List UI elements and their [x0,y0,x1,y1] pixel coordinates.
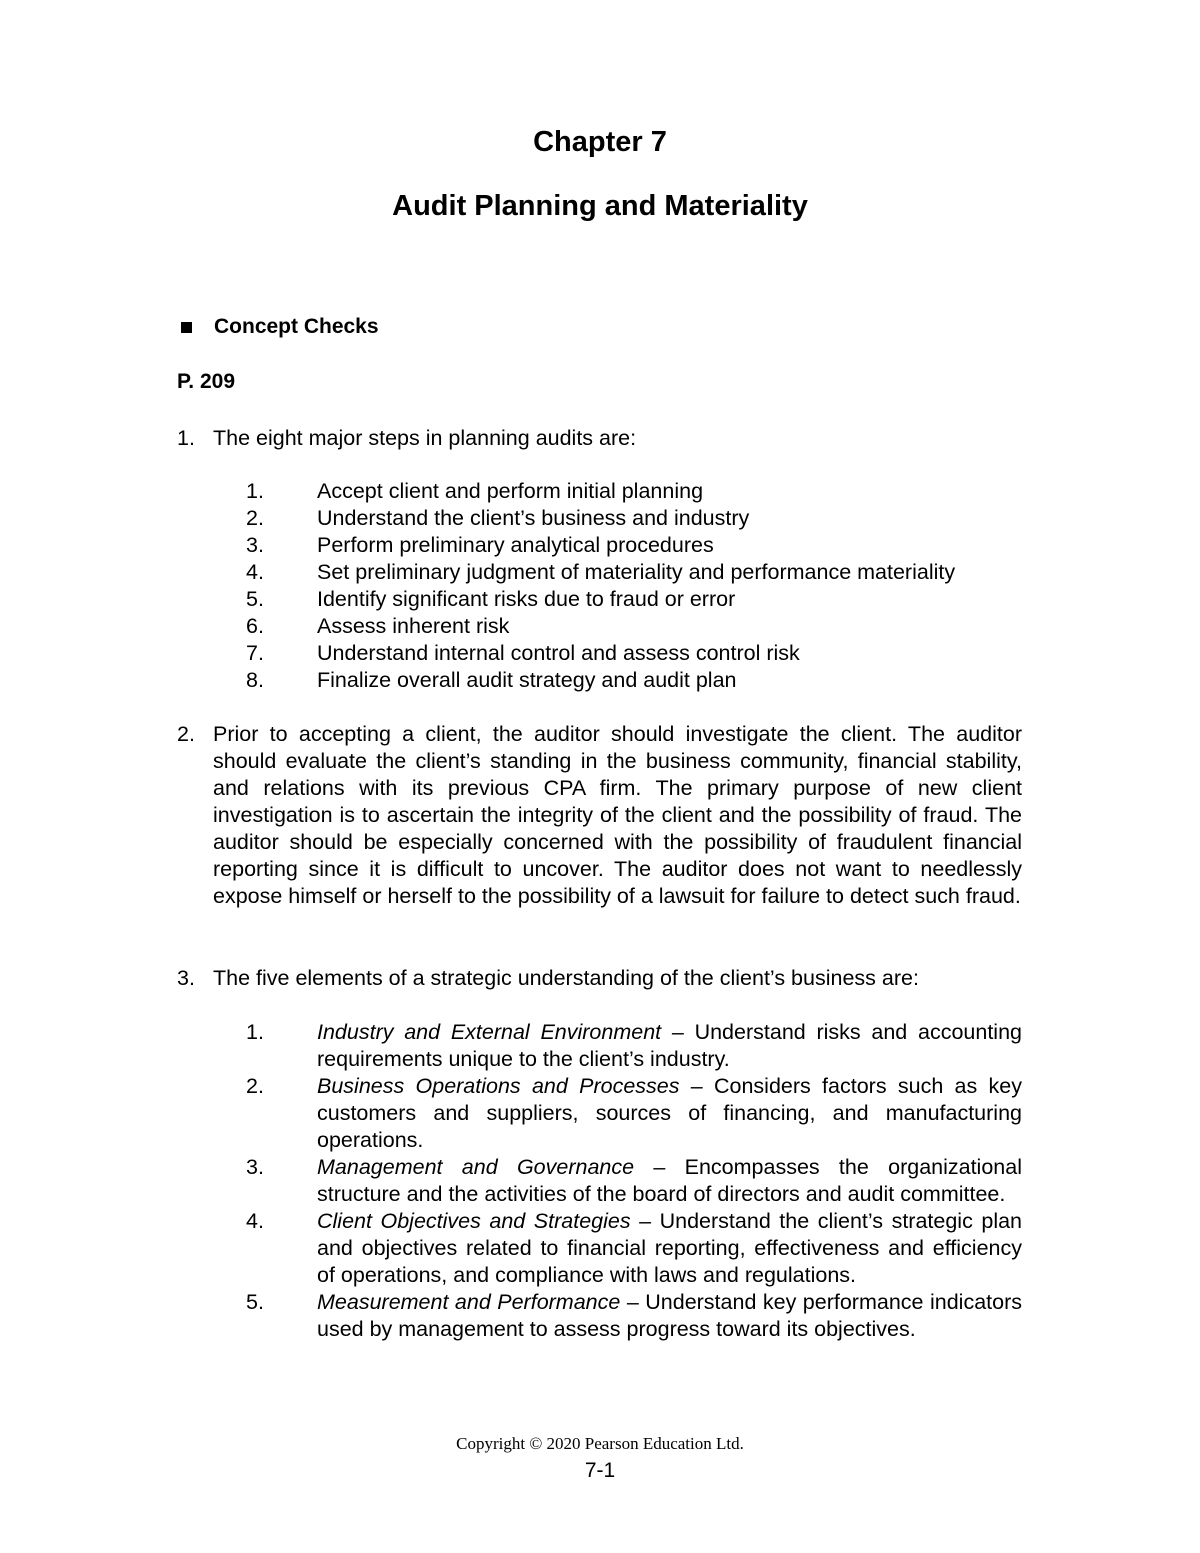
list-item-text: Understand the client’s business and industry [317,506,750,530]
planning-steps-list [246,478,1022,694]
list-item-text: – Considers factors such as key customers and suppliers, sources of financing, and manufacturing operations. [317,1074,1022,1152]
list-item [246,478,1022,505]
list-item [246,1073,1022,1154]
question-text: Prior to accepting a client, the auditor should investigate the client. The auditor should evaluate the client’s standing in the business community, financial stability, and relations with its previous CPA firm. The primary purpose of new client investigation is to ascertain the integrity of the client and the possibility of fraud. The auditor should be especially concerned with the possibility of fraudulent financial reporting since it is difficult to uncover. The auditor does not want to needlessly expose himself or herself to the possibility of a lawsuit for failure to detect such fraud. [213,722,1022,908]
list-item [246,1289,1022,1343]
list-item-text: Identify significant risks due to fraud or error [317,587,736,611]
question-number: 3. [177,966,195,990]
strategic-elements-list [246,1019,1022,1343]
list-item-number: 5. [246,587,264,611]
question-1 [177,425,1022,452]
list-item-term: Client Objectives and Strategies [317,1209,631,1233]
list-item-number: 3. [246,533,264,557]
list-item-number: 7. [246,641,264,665]
black-square-bullet-icon [181,322,192,333]
list-item [246,667,1022,694]
page-number: 7-1 [584,1459,616,1482]
list-item-text: Accept client and perform initial planning [317,479,704,503]
list-item [246,1019,1022,1073]
chapter-title: Chapter 7 [533,126,667,158]
list-item-text: Understand internal control and assess control risk [317,641,800,665]
list-item-term: Business Operations and Processes [317,1074,680,1098]
document-title: Audit Planning and Materiality [392,190,808,222]
list-item-number: 5. [246,1290,264,1314]
list-item-text: – Understand the client’s strategic plan and objectives related to financial reporting, effectiveness and efficiency of operations, and compliance with laws and regulations. [317,1209,1023,1287]
list-item [246,1154,1022,1208]
list-item [246,640,1022,667]
list-item-number: 6. [246,614,264,638]
list-item [246,586,1022,613]
list-item-term: Management and Governance [317,1155,635,1179]
question-number: 2. [177,722,195,746]
question-3 [177,965,1022,992]
list-item [246,505,1022,532]
list-item [246,559,1022,586]
list-item-term: Industry and External Environment [317,1020,662,1044]
list-item-number: 8. [246,668,264,692]
list-item-number: 4. [246,1209,264,1233]
list-item-number: 3. [246,1155,264,1179]
list-item-text: – Understand risks and accounting requirements unique to the client’s industry. [317,1020,1022,1071]
list-item [246,1208,1022,1289]
list-item-number: 2. [246,506,264,530]
list-item-text: – Understand key performance indicators used by management to assess progress toward its objectives. [317,1290,1022,1341]
list-item-number: 2. [246,1074,264,1098]
list-item-text: Finalize overall audit strategy and audit plan [317,668,737,692]
list-item-text: Set preliminary judgment of materiality and performance materiality [317,560,956,584]
list-item-number: 1. [246,1020,264,1044]
question-number: 1. [177,426,195,450]
list-item-number: 4. [246,560,264,584]
section-heading-label: Concept Checks [214,315,379,338]
list-item-text: – Encompasses the organizational structure and the activities of the board of directors and audit committee. [317,1155,1022,1206]
list-item-term: Measurement and Performance [317,1290,621,1314]
list-item-number: 1. [246,479,264,503]
question-2 [177,721,1022,910]
list-item [246,613,1022,640]
copyright-notice: Copyright © 2020 Pearson Education Ltd. [456,1434,744,1453]
list-item-text: Assess inherent risk [317,614,510,638]
question-text: The eight major steps in planning audits are: [213,426,637,450]
question-text: The five elements of a strategic understanding of the client’s business are: [213,966,919,990]
section-heading [178,313,379,341]
list-item [246,532,1022,559]
page-reference: P. 209 [177,370,236,393]
list-item-text: Perform preliminary analytical procedures [317,533,714,557]
